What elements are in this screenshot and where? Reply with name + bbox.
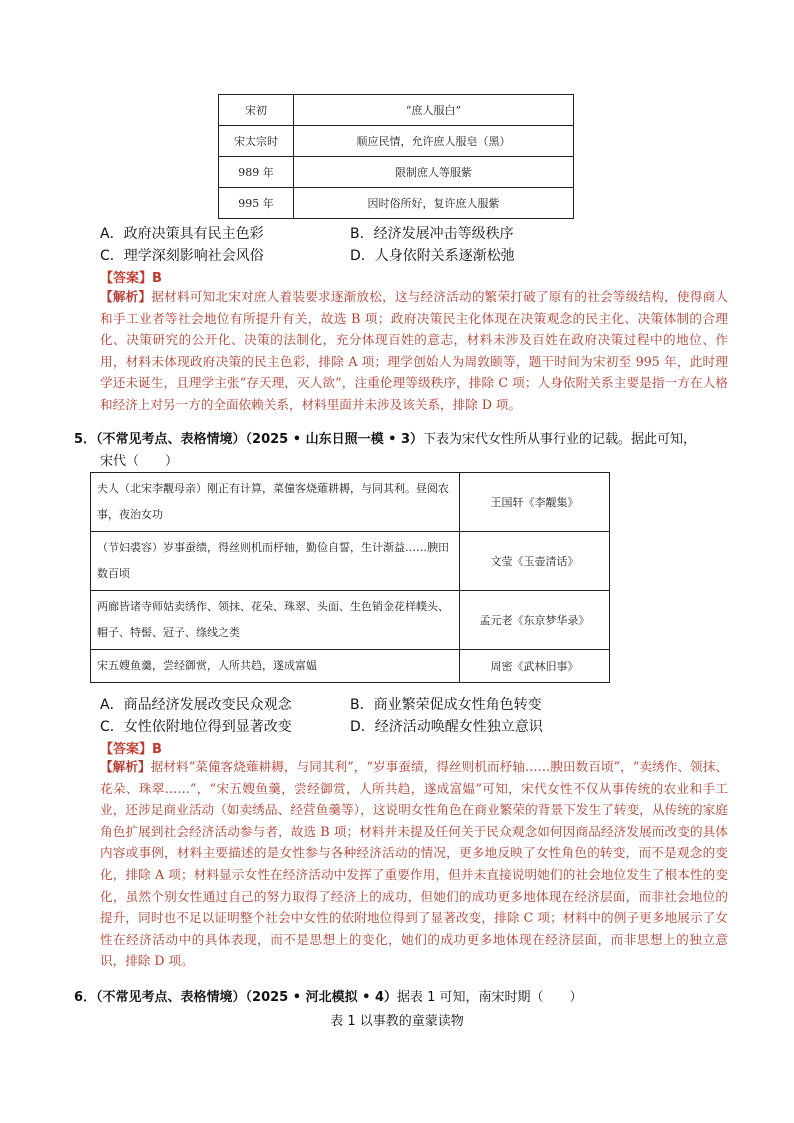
q5-analysis-label: 【解析】 xyxy=(100,759,151,774)
q5-analysis-text: 据材料“菜僮客烧薙耕耨，与同其利”，“岁事蚕绩，得丝则机而杼轴……腴田数百顷”，“卖绣作、领抹、花朵、珠翠……”，“宋五嫂鱼羹，尝经御赏，人所共趋，遂成富媪”可知，宋代女性不仅从事传统的农业和手工业，还涉足商业活动（如卖绣品、经营鱼羹等），这说明女性角色在商业繁荣的背景下发生了转变，从传统的家庭角色扩展到社会经济活动参与者，故选 B 项；材料并未提及任何关于民众观念如何因商品经济发展而改变的具体内容或事例，材料主要描述的是女性参与各种经济活动的情况，更多地反映了女性角色的转变，而不是观念的变化，排除 A 项；材料显示女性在经济活动中发挥了重要作用，但并未直接说明她们的社会地位发生了根本性的变化，虽然个别女性通过自己的努力取得了经济上的成功，但她们的成功更多地体现在经济层面，而非社会地位的提升，同时也不足以证明整个社会中女性的依附地位得到了显著改变，排除 C 项；材料中的例子更多地展示了女性在经济活动中的具体表现，而不是思想上的变化，她们的成功更多地体现在经济层面，而非思想上的独立意识，排除 D 项。 xyxy=(100,759,728,969)
q6-tag: （不常见考点、表格情境）（2025 • 河北模拟 • 4） xyxy=(96,990,397,1005)
table-row xyxy=(219,126,574,157)
table-row xyxy=(219,157,574,188)
table-row xyxy=(91,473,610,532)
table-cell-source: 文莹《玉壶清话》 xyxy=(460,532,610,591)
table-cell-period: 宋太宗时 xyxy=(219,126,294,157)
q4-analysis-label: 【解析】 xyxy=(100,289,152,304)
q5-stem xyxy=(74,429,714,473)
table-row xyxy=(91,650,610,683)
table-cell-source: 王国轩《李觏集》 xyxy=(460,473,610,532)
q5-number: 5． xyxy=(74,432,97,447)
q6-stem-text: 据表 1 可知，南宋时期（ ） xyxy=(397,990,583,1005)
table-row xyxy=(219,95,574,126)
table-row xyxy=(91,591,610,650)
q5-stem-line2: 宋代（ ） xyxy=(100,454,179,469)
q5-stem-text: 下表为宋代女性所从事行业的记载。据此可知， xyxy=(423,432,697,447)
q5-option-b: B．商业繁荣促成女性角色转变 xyxy=(350,697,542,713)
table-cell-source: 周密《武林旧事》 xyxy=(460,650,610,683)
table-row xyxy=(91,532,610,591)
q5-option-c: C．女性依附地位得到显著改变 xyxy=(100,719,292,735)
clothing-policy-table xyxy=(218,94,574,219)
table-row xyxy=(219,188,574,219)
table-cell-record: 两廊皆诸寺师姑卖绣作、领抹、花朵、珠翠、头面、生色销金花样幞头、帽子、特髻、冠子、绦线之类 xyxy=(91,591,460,650)
q5-option-d: D．经济活动唤醒女性独立意识 xyxy=(350,719,543,735)
q5-answer: 【答案】B xyxy=(100,742,162,757)
table-cell-period: 995 年 xyxy=(219,188,294,219)
table-caption: 表 1 以事教的童蒙读物 xyxy=(330,1014,464,1029)
table-cell-period: 989 年 xyxy=(219,157,294,188)
table-cell-policy: “庶人服白” xyxy=(294,95,574,126)
q4-analysis xyxy=(100,286,728,416)
q4-analysis-text: 据材料可知北宋对庶人着装要求逐渐放松，这与经济活动的繁荣打破了原有的社会等级结构，使得商人和手工业者等社会地位有所提升有关，故选 B 项；政府决策民主化体现在决策观念的民主化、决策体制的合理化、决策研究的公开化、决策的法制化，充分体现百姓的意志，材料未涉及百姓在政府决策过程中的地位、作用，材料未体现政府决策的民主色彩，排除 A 项；理学创始人为周敦颐等，题干时间为宋初至 995 年，此时理学还未诞生，且理学主张“存天理，灭人欲”，注重伦理等级秩序，排除 C 项；人身依附关系主要是指一方在人格和经济上对另一方的全面依赖关系，材料里面并未涉及该关系，排除 D 项。 xyxy=(100,289,729,412)
q4-option-b: B．经济发展冲击等级秩序 xyxy=(350,226,514,242)
q5-analysis xyxy=(100,756,728,972)
table-cell-source: 孟元老《东京梦华录》 xyxy=(460,591,610,650)
table-cell-period: 宋初 xyxy=(219,95,294,126)
table-cell-record: （节妇裘容）岁事蚕绩，得丝则机而杼轴，勤俭自誓，生计渐益……腴田数百顷 xyxy=(91,532,460,591)
q4-option-d: D．人身依附关系逐渐松弛 xyxy=(350,248,515,264)
table-cell-policy: 因时俗所好，复许庶人服紫 xyxy=(294,188,574,219)
table-cell-record: 宋五嫂鱼羹，尝经御赏，人所共趋，遂成富媪 xyxy=(91,650,460,683)
women-occupation-table xyxy=(90,472,610,683)
q6-number: 6． xyxy=(74,990,97,1005)
table-cell-record: 夫人（北宋李觏母亲）刚正有计算，菜僮客烧薙耕耨，与同其利。昼阅农事，夜治女功 xyxy=(91,473,460,532)
q4-option-c: C．理学深刻影响社会风俗 xyxy=(100,248,264,264)
q5-option-a: A．商品经济发展改变民众观念 xyxy=(100,697,292,713)
table-cell-policy: 限制庶人等服紫 xyxy=(294,157,574,188)
q5-tag: （不常见考点、表格情境）（2025 • 山东日照一模 • 3） xyxy=(96,432,423,447)
q4-answer: 【答案】B xyxy=(100,271,162,286)
q6-stem xyxy=(74,987,714,1009)
q4-option-a: A．政府决策具有民主色彩 xyxy=(100,226,264,242)
table-cell-policy: 顺应民情，允许庶人服皂（黑） xyxy=(294,126,574,157)
